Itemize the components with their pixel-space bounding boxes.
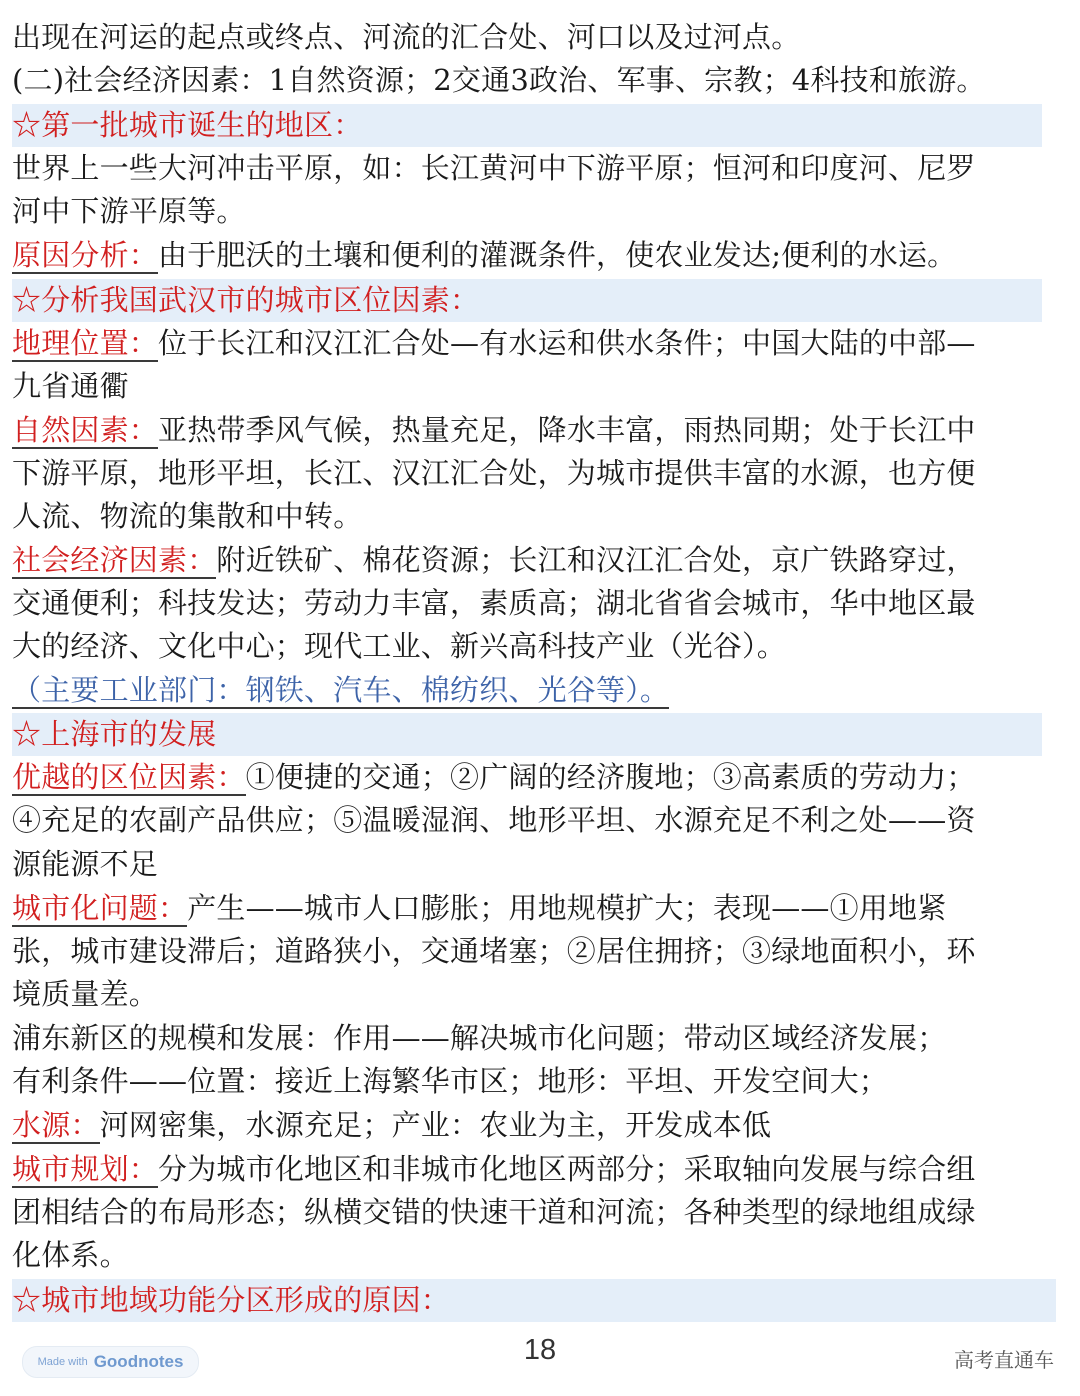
text-line: 九省通衢 (12, 369, 129, 403)
text-line: 人流、物流的集散和中转。 (12, 499, 363, 533)
text-line (12, 756, 976, 799)
text-line (12, 1104, 771, 1147)
text-line: 世界上一些大河冲击平原，如：长江黄河中下游平原；恒河和印度河、尼罗 (12, 151, 976, 185)
text-line: 出现在河运的起点或终点、河流的汇合处、河口以及过河点。 (12, 20, 801, 54)
text-line: 张，城市建设滞后；道路狭小，交通堵塞；②居住拥挤；③绿地面积小，环 (12, 934, 976, 968)
label-socio-economic: 社会经济因素： (12, 543, 217, 577)
goodnotes-logo: Goodnotes (93, 1352, 184, 1371)
watermark: 高考直通车 (954, 1348, 1054, 1372)
goodnotes-badge (22, 1346, 199, 1378)
text-line: 交通便利；科技发达；劳动力丰富，素质高；湖北省省会城市，华中地区最 (12, 586, 976, 620)
label-location-advantages: 优越的区位因素： (12, 760, 246, 794)
text-segment: 位于长江和汉江汇合处—有水运和供水条件；中国大陆的中部— (158, 326, 976, 360)
text-line: 下游平原，地形平坦，长江、汉江汇合处，为城市提供丰富的水源，也方便 (12, 456, 976, 490)
text-line (12, 409, 976, 452)
text-line: (二)社会经济因素：1自然资源；2交通3政治、军事、宗教；4科技和旅游。 (12, 63, 986, 97)
label-urbanization-problems: 城市化问题： (12, 891, 188, 925)
label-geo-location: 地理位置： (12, 326, 159, 360)
text-line: 有利条件——位置：接近上海繁华市区；地形：平坦、开发空间大； (12, 1064, 889, 1098)
label-water-source: 水源： (12, 1108, 100, 1142)
text-segment: 附近铁矿、棉花资源；长江和汉江汇合处，京广铁路穿过， (216, 543, 976, 577)
text-line (12, 669, 669, 712)
section-heading: ☆城市地域功能分区形成的原因： (12, 1279, 1056, 1322)
text-line (12, 234, 956, 277)
text-line: 河中下游平原等。 (12, 194, 246, 228)
text-line: 境质量差。 (12, 977, 159, 1011)
text-line: ④充足的农副产品供应；⑤温暖湿润、地形平坦、水源充足不利之处——资 (12, 803, 976, 837)
page-number: 18 (523, 1334, 557, 1366)
text-line: 团相结合的布局形态；纵横交错的快速干道和河流；各种类型的绿地组成绿 (12, 1195, 976, 1229)
label-urban-planning: 城市规划： (12, 1152, 159, 1186)
text-segment: 河网密集，水源充足；产业：农业为主，开发成本低 (99, 1108, 772, 1142)
text-segment: 由于肥沃的土壤和便利的灌溉条件，使农业发达;便利的水运。 (158, 238, 957, 272)
text-segment: 产生——城市人口膨胀；用地规模扩大；表现——①用地紧 (187, 891, 947, 925)
section-heading: ☆上海市的发展 (12, 713, 1042, 756)
section-heading: ☆第一批城市诞生的地区： (12, 104, 1042, 147)
text-line (12, 887, 946, 930)
text-line: 化体系。 (12, 1238, 129, 1272)
text-segment: ①便捷的交通；②广阔的经济腹地；③高素质的劳动力； (245, 760, 976, 794)
text-line: 源能源不足 (12, 847, 159, 881)
text-line (12, 322, 976, 365)
text-line: 大的经济、文化中心；现代工业、新兴高科技产业（光谷）。 (12, 629, 786, 663)
text-line (12, 539, 976, 582)
label-reason: 原因分析： (12, 238, 159, 272)
made-with-label: Made with (37, 1356, 88, 1368)
label-natural-factors: 自然因素： (12, 413, 159, 447)
section-heading: ☆分析我国武汉市的城市区位因素： (12, 279, 1042, 322)
industry-note: （主要工业部门：钢铁、汽车、棉纺织、光谷等）。 (12, 673, 670, 707)
text-segment: 分为城市化地区和非城市化地区两部分；采取轴向发展与综合组 (158, 1152, 976, 1186)
text-line: 浦东新区的规模和发展：作用——解决城市化问题；带动区域经济发展； (12, 1021, 947, 1055)
text-line (12, 1148, 976, 1191)
text-segment: 亚热带季风气候，热量充足，降水丰富，雨热同期；处于长江中 (158, 413, 976, 447)
